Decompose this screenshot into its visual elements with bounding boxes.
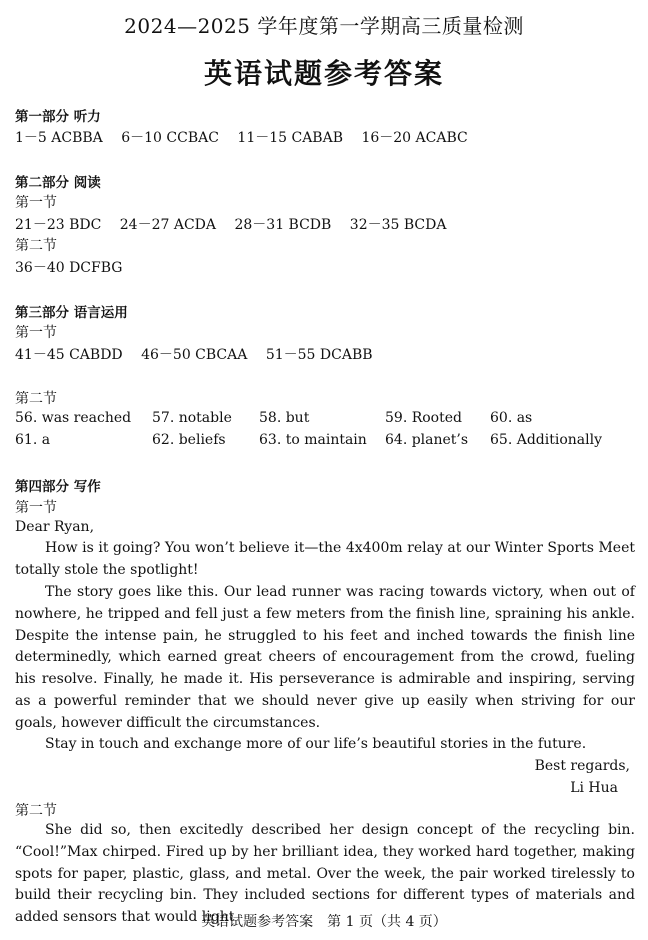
- letter-salutation: Dear Ryan,: [15, 519, 95, 535]
- grammar-answer: 64. planet’s: [385, 432, 469, 448]
- grammar-answer: 65. Additionally: [490, 432, 602, 448]
- part3-section2-label: 第二节: [15, 391, 57, 407]
- grammar-answer: 59. Rooted: [385, 410, 462, 426]
- answer-group: 32－35 BCDA: [349, 217, 447, 233]
- part4-heading: 第四部分 写作: [15, 479, 101, 495]
- grammar-answer: 57. notable: [152, 410, 232, 426]
- part2-section1-label: 第一节: [15, 195, 57, 211]
- document-subtitle: 英语试题参考答案: [203, 57, 444, 90]
- letter-paragraph: The story goes like this. Our lead runner was racing towards victory, when out of nowhere, he tripped and fell just a few meters from the finish line, spraining his ankle. Despite the intense pain, he struggled to his feet and inched towards the finish line determinedly, which earned great cheers of encouragement from the crowd, fueling his resolve. Finally, he made it. His perseverance is admirable and inspiring, serving as a powerful reminder that we should never give up easily when striving for our goals, however difficult the circumstances.: [15, 584, 635, 731]
- part2-section1-answers: [15, 214, 460, 234]
- part2-section2-answers: 36－40 DCFBG: [15, 260, 123, 276]
- grammar-answer: 61. a: [15, 432, 51, 448]
- letter-closing: Best regards,: [534, 758, 630, 774]
- grammar-answer: 60. as: [490, 410, 533, 426]
- answer-group: 11－15 CABAB: [237, 130, 343, 146]
- part1-heading: 第一部分 听力: [15, 109, 101, 125]
- part3-heading: 第三部分 语言运用: [15, 305, 128, 321]
- grammar-answer: 58. but: [259, 410, 310, 426]
- answer-group: 6－10 CCBAC: [121, 130, 219, 146]
- continuation-paragraph: She did so, then excitedly described her design concept of the recycling bin. “Cool!”Max chirped. Fired up by her brilliant idea, they worked hard together, making spots for paper, plastic, glass, and metal. Over the week, the pair worked tirelessly to build their recycling bin. They included sections for different types of materials and added sensors that would light: [15, 822, 635, 926]
- answer-group: 51－55 DCABB: [265, 347, 373, 363]
- part4-section1-label: 第一节: [15, 500, 57, 516]
- page-footer: 英语试题参考答案 第 1 页（共 4 页）: [201, 914, 447, 930]
- answer-group: 28－31 BCDB: [234, 217, 332, 233]
- answer-group: 1－5 ACBBA: [15, 130, 103, 146]
- grammar-answer: 56. was reached: [15, 410, 132, 426]
- letter-signature: Li Hua: [570, 780, 618, 796]
- part3-section1-label: 第一节: [15, 325, 57, 341]
- part3-section1-answers: [15, 344, 387, 364]
- answer-group: 24－27 ACDA: [119, 217, 217, 233]
- answer-group: 41－45 CABDD: [15, 347, 123, 363]
- part2-section2-label: 第二节: [15, 238, 57, 254]
- part2-heading: 第二部分 阅读: [15, 175, 101, 191]
- document-title: 2024—2025 学年度第一学期高三质量检测: [124, 14, 524, 38]
- part1-answers: [15, 127, 482, 147]
- answer-group: 46－50 CBCAA: [141, 347, 248, 363]
- answer-group: 21－23 BDC: [15, 217, 102, 233]
- grammar-answer: 62. beliefs: [152, 432, 226, 448]
- grammar-answer: 63. to maintain: [259, 432, 367, 448]
- part4-section2-label: 第二节: [15, 803, 57, 819]
- letter-paragraph: How is it going? You won’t believe it—the 4x400m relay at our Winter Sports Meet totally stole the spotlight!: [15, 540, 635, 578]
- answer-group: 16－20 ACABC: [361, 130, 468, 146]
- letter-paragraph: Stay in touch and exchange more of our life’s beautiful stories in the future.: [45, 736, 587, 752]
